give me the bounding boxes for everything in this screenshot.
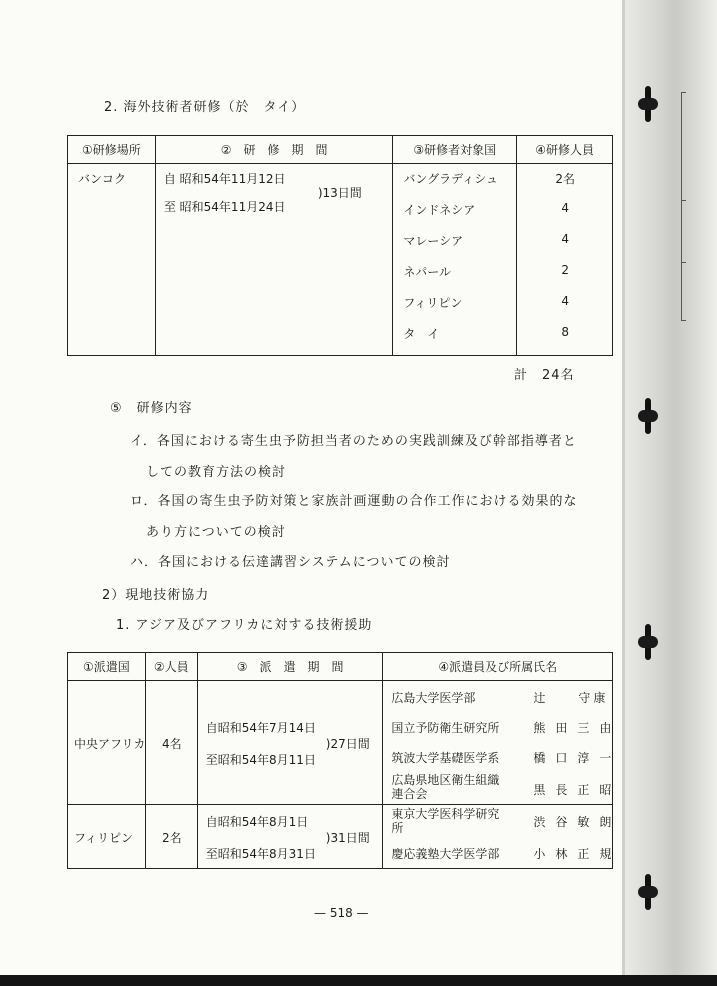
header-count: ④研修人員 (517, 136, 613, 164)
dispatch-to: 至昭和54年8月11日 (205, 753, 316, 767)
staff-name: 渋谷敏朗 (533, 815, 622, 829)
dispatch-duration: )27日間 (325, 737, 370, 751)
staff-org: 広島県地区衛生組織連合会 (391, 773, 500, 801)
period-duration: )13日間 (317, 186, 362, 200)
header-dispatch-staff: ④派遣員及び所属氏名 (383, 653, 613, 681)
dispatch-count: 2名 (162, 831, 182, 845)
header-country: ③研修者対象国 (393, 136, 517, 164)
binder-ring-icon (638, 624, 658, 660)
count-row: 2 (561, 263, 569, 277)
content-heading: ⑤ 研修内容 (110, 401, 193, 416)
period-from: 自 昭和54年11月12日 (163, 172, 286, 186)
content-item-ro-line2: あり方についての検討 (146, 525, 286, 540)
staff-name: 熊田三由 (533, 721, 622, 735)
total-count: 計 24名 (514, 368, 575, 383)
binder-ring-icon (638, 874, 658, 910)
country-row: タ イ (403, 327, 440, 341)
staff-name: 小林正規 (533, 847, 622, 861)
staff-name: 黒長正昭 (533, 783, 622, 797)
header-place: ①研修場所 (68, 136, 156, 164)
country-row: インドネシア (403, 203, 476, 217)
country-row: バングラディシュ (403, 172, 498, 186)
staff-name: 橋口淳一 (533, 751, 622, 765)
count-row: 2名 (555, 172, 575, 186)
header-members: ②人員 (145, 653, 197, 681)
country-row: フィリピン (403, 296, 463, 310)
training-place: バンコク (78, 172, 127, 186)
country-row: ネパール (403, 265, 452, 279)
dispatch-country: 中央アフリカ (74, 737, 146, 751)
dispatch-country: フィリピン (74, 831, 134, 845)
training-table (67, 135, 613, 356)
count-row: 4 (561, 294, 569, 308)
dispatch-duration: )31日間 (325, 831, 370, 845)
scan-bottom-edge (0, 975, 717, 986)
margin-tick (681, 200, 686, 201)
content-item-ro-line1: ロ．各国の寄生虫予防対策と家族計画運動の合作工作における効果的な (130, 494, 578, 509)
header-dispatch-country: ①派遣国 (68, 653, 146, 681)
margin-tick (681, 262, 686, 263)
count-row: 8 (561, 325, 569, 339)
staff-org: 広島大学医学部 (391, 691, 476, 705)
staff-name: 辻 守康 (533, 691, 609, 705)
margin-line (681, 92, 682, 320)
count-row: 4 (561, 232, 569, 246)
section-heading-training: 2. 海外技術者研修（於 タイ） (104, 100, 306, 115)
staff-org: 慶応義塾大学医学部 (391, 847, 500, 861)
margin-tick (681, 92, 686, 93)
dispatch-to: 至昭和54年8月31日 (205, 847, 316, 861)
content-item-ha: ハ．各国における伝達講習システムについての検討 (130, 555, 451, 570)
binder-spine (625, 0, 717, 975)
table-row (68, 805, 613, 869)
staff-org: 筑波大学基礎医学系 (391, 751, 500, 765)
header-period: ② 研 修 期 間 (155, 136, 393, 164)
binder-ring-icon (638, 86, 658, 122)
section-heading-field: 2）現地技術協力 (102, 588, 210, 603)
header-dispatch-period: ③ 派 遣 期 間 (197, 653, 383, 681)
staff-org: 国立予防衛生研究所 (391, 721, 500, 735)
binder-ring-icon (638, 398, 658, 434)
page-number: — 518 — (314, 906, 369, 920)
period-to: 至 昭和54年11月24日 (163, 200, 286, 214)
dispatch-table (67, 652, 622, 869)
subsection-heading: 1. アジア及びアフリカに対する技術援助 (116, 618, 373, 633)
country-row: マレーシア (403, 234, 464, 248)
content-item-i-line1: イ．各国における寄生虫予防担当者のための実践訓練及び幹部指導者と (130, 434, 577, 449)
staff-org: 東京大学医科学研究所 (391, 807, 500, 835)
table-row (68, 681, 613, 805)
margin-tick (681, 320, 686, 321)
content-item-i-line2: しての教育方法の検討 (146, 465, 287, 480)
count-row: 4 (561, 201, 569, 215)
dispatch-count: 4名 (162, 737, 182, 751)
dispatch-from: 自昭和54年8月1日 (205, 815, 309, 829)
dispatch-from: 自昭和54年7月14日 (205, 721, 316, 735)
